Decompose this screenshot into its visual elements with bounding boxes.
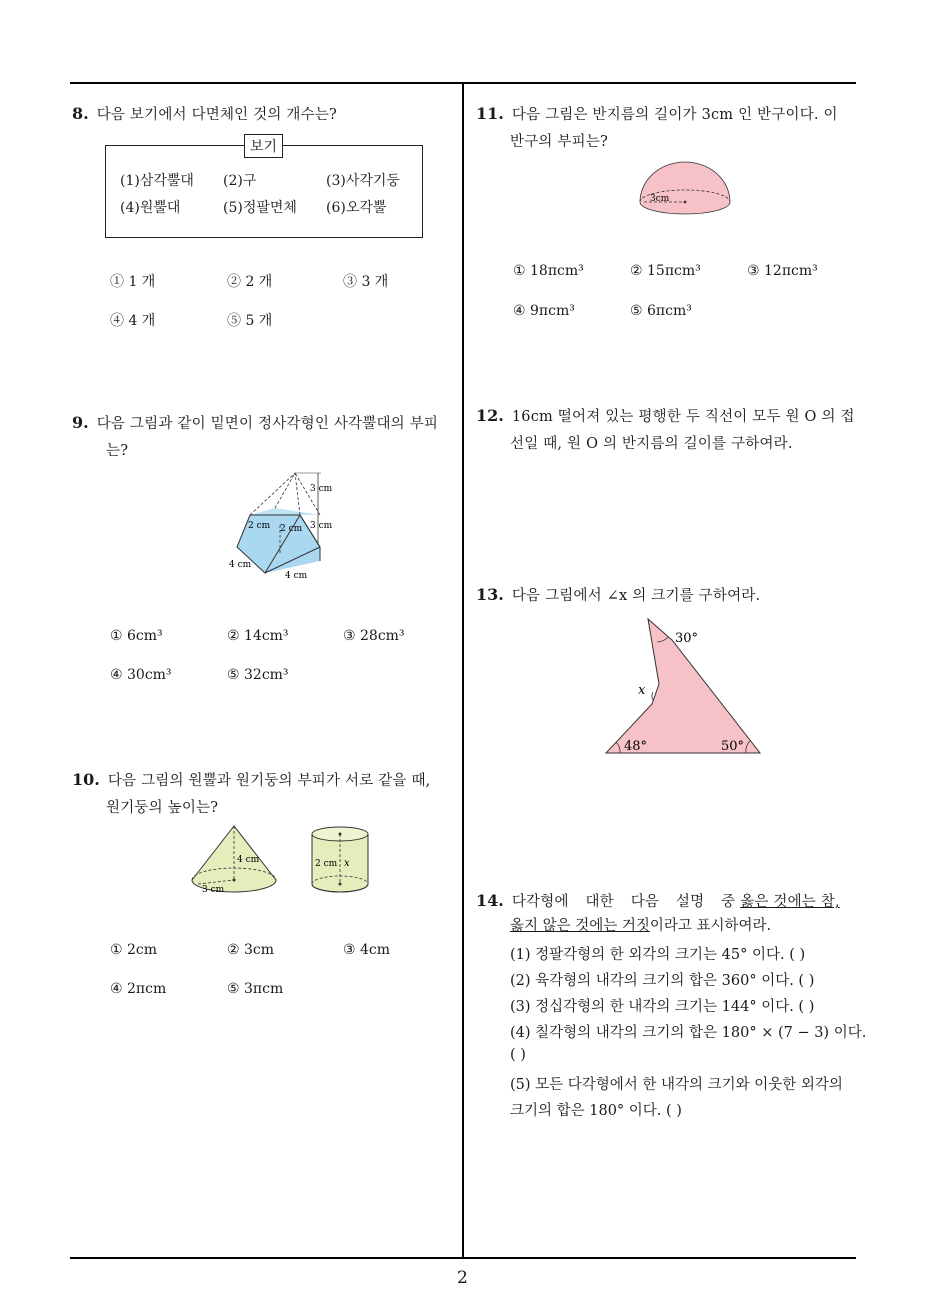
question-text: 다음 그림의 원뿔과 원기둥의 부피가 서로 같을 때,	[107, 773, 431, 789]
question-number: 8.	[72, 104, 89, 123]
statement-4-answer: ( )	[510, 1047, 526, 1063]
choice-1[interactable]: ① 1 개	[110, 274, 156, 290]
statement-3: (3) 정십각형의 한 내각의 크기는 144° 이다. ( )	[510, 999, 815, 1015]
choice-3[interactable]: ③ 12πcm³	[747, 263, 818, 279]
question-number: 12.	[476, 406, 504, 425]
question-number: 13.	[476, 585, 504, 604]
fig-label: 2 cm	[248, 521, 271, 531]
question-text: 다각형에 대한 다음 설명 중	[511, 894, 736, 910]
statement-1: (1) 정팔각형의 한 외각의 크기는 45° 이다. ( )	[510, 947, 806, 963]
fig-label: 50°	[721, 739, 745, 754]
choice-4[interactable]: ④ 9πcm³	[513, 303, 575, 319]
fig-label: 30°	[675, 631, 699, 646]
question-text-underlined: 옳은 것에는 참,	[740, 894, 840, 910]
bogi-item: (3)사각기둥	[326, 173, 400, 189]
question-14	[476, 888, 862, 915]
question-12	[476, 403, 866, 457]
question-number: 11.	[476, 104, 504, 123]
choice-5[interactable]: ⑤ 6πcm³	[630, 303, 692, 319]
fig-label: 3 cm	[310, 521, 333, 531]
bogi-item: (1)삼각뿔대	[120, 173, 194, 189]
choice-1[interactable]: ① 6cm³	[110, 628, 163, 644]
statement-4: (4) 칠각형의 내각의 크기의 합은 180° × (7 − 3) 이다.	[510, 1025, 867, 1041]
question-number: 14.	[476, 891, 504, 910]
bogi-box	[105, 145, 423, 238]
statement-5: (5) 모든 다각형에서 한 내각의 크기와 이웃한 외각의	[510, 1077, 843, 1093]
choice-4[interactable]: ④ 4 개	[110, 313, 156, 329]
bogi-item: (6)오각뿔	[326, 200, 387, 216]
fig-label: 3cm	[650, 194, 670, 204]
question-text-line	[510, 914, 771, 935]
question-text: 다음 보기에서 다면체인 것의 개수는?	[96, 107, 338, 123]
question-number: 9.	[72, 413, 89, 432]
fig-label: 3 cm	[310, 484, 333, 494]
frustum-figure	[225, 465, 345, 583]
fig-label: 3 cm	[202, 885, 225, 895]
choice-3[interactable]: ③ 4cm	[343, 942, 391, 958]
choice-5[interactable]: ⑤ 32cm³	[227, 667, 289, 683]
question-text: 다음 그림에서 ∠x 의 크기를 구하여라.	[511, 588, 761, 604]
choice-4[interactable]: ④ 30cm³	[110, 667, 172, 683]
question-11	[476, 101, 861, 155]
fig-label: 4 cm	[237, 855, 260, 865]
fig-label: 48°	[624, 739, 648, 754]
fig-label: 2 cm	[315, 859, 338, 869]
angle-figure	[600, 612, 766, 758]
question-9	[72, 410, 457, 464]
choice-5[interactable]: ⑤ 5 개	[227, 313, 273, 329]
page-number: 2	[457, 1268, 468, 1288]
choice-3[interactable]: ③ 28cm³	[343, 628, 405, 644]
choice-5[interactable]: ⑤ 3πcm	[227, 981, 284, 997]
question-10	[72, 767, 462, 821]
question-text: 반구의 부피는?	[510, 134, 609, 150]
question-text: 16cm 떨어져 있는 평행한 두 직선이 모두 원 O 의 접	[511, 409, 855, 425]
bogi-item: (5)정팔면체	[223, 200, 297, 216]
choice-1[interactable]: ① 2cm	[110, 942, 158, 958]
fig-label: 4 cm	[229, 560, 252, 570]
choice-2[interactable]: ② 2 개	[227, 274, 273, 290]
fig-label: x	[638, 683, 646, 698]
choice-2[interactable]: ② 3cm	[227, 942, 275, 958]
question-number: 10.	[72, 770, 100, 789]
bogi-item: (4)원뿔대	[120, 200, 181, 216]
question-text: 이라고 표시하여라.	[649, 918, 772, 934]
hemisphere-figure	[636, 160, 734, 218]
statement-2: (2) 육각형의 내각의 크기의 합은 360° 이다. ( )	[510, 973, 815, 989]
choice-1[interactable]: ① 18πcm³	[513, 263, 584, 279]
fig-label: x	[344, 858, 350, 869]
cone-figure	[188, 822, 284, 898]
choice-4[interactable]: ④ 2πcm	[110, 981, 167, 997]
bogi-item: (2)구	[223, 173, 257, 189]
choice-3[interactable]: ③ 3 개	[343, 274, 389, 290]
question-text: 다음 그림과 같이 밑면이 정사각형인 사각뿔대의 부피	[96, 416, 439, 432]
question-8	[72, 101, 337, 128]
fig-label: 2 cm	[280, 524, 303, 534]
choice-2[interactable]: ② 14cm³	[227, 628, 289, 644]
question-text: 원기둥의 높이는?	[106, 800, 219, 816]
bogi-title: 보기	[244, 134, 283, 158]
question-text: 는?	[106, 443, 129, 459]
question-text: 선일 때, 원 O 의 반지름의 길이를 구하여라.	[510, 436, 793, 452]
question-text-underlined: 옳지 않은 것에는 거짓	[510, 918, 650, 934]
statement-5-cont: 크기의 합은 180° 이다. ( )	[510, 1103, 682, 1119]
column-divider	[462, 82, 464, 1258]
question-13	[476, 582, 760, 609]
question-text: 다음 그림은 반지름의 길이가 3cm 인 반구이다. 이	[511, 107, 838, 123]
choice-2[interactable]: ② 15πcm³	[630, 263, 701, 279]
cylinder-figure	[308, 826, 372, 896]
fig-label: 4 cm	[285, 571, 308, 581]
